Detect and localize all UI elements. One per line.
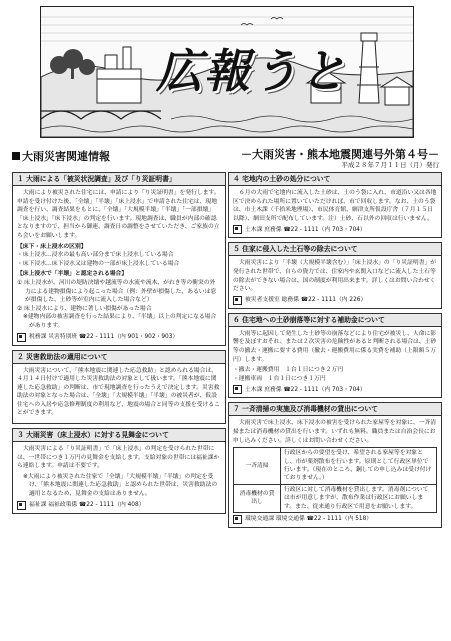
table-row bbox=[234, 448, 437, 485]
contact-icon bbox=[233, 515, 242, 524]
article-5-intro: 大雨災害により「半壊（大規模半壊含む）」「床上浸水」の「り災証明書」が発行された世帯で、自らの資力では、住家内や玄関入口などに流入した土石等の除去ができない場合は、国の制度が利用出来ます。詳しくはお問い合わせください。 bbox=[233, 260, 437, 293]
article-1-title: １ 大雨による「被災状況調査」及び「り災証明書」 bbox=[13, 173, 225, 186]
article-1-subheading: 【床下・床上浸水の区別】 bbox=[17, 243, 87, 250]
article-7-title: ７ 一斉清掃の実施及び消毒機材の貸出について bbox=[229, 403, 441, 416]
article-2-intro: 大雨災害について、「熊本地震に関連した応急救助」と認められる場合は、４月１４日付けで適用した災害救助法の対象として扱います。「熊本地震に関連した応急救助」の判断は、市で現地調査を行ったうえで決定します。災害救助法の対象となった場合は、「全壊」「大規模半壊」「半壊」の被災者が、仮設住宅への入居や応急修理制度の利用など、地震の場合と同等の支援を受けることができます。 bbox=[17, 367, 220, 417]
article-6-title: ６ 住宅地への土砂崩落等に対する補助金について bbox=[229, 314, 441, 327]
contact-icon bbox=[233, 296, 242, 305]
article-5-title: ５ 住家に侵入した土石等の除去について bbox=[229, 243, 441, 256]
article-6 bbox=[228, 313, 442, 399]
section-heading-text: 大雨災害関連情報 bbox=[22, 150, 110, 163]
article-3-note: ※大雨により被災された住家で「全壊」「大規模半壊」「半壊」の判定を受け、「熊本地震に関連した応急救助」と認められた世帯は、災害救助法の適用となるため、見舞金の支給はありません。 bbox=[23, 473, 218, 498]
list-item: ・床上浸水…浸水の最も高い部分まで床上浸水している場合 bbox=[17, 252, 174, 259]
contact-text: 土木課 庶務係 ☎22 - 1111（内 703・704） bbox=[245, 226, 366, 233]
article-4 bbox=[228, 172, 442, 238]
left-column bbox=[12, 172, 226, 518]
right-column bbox=[228, 172, 442, 532]
article-6-contact bbox=[233, 385, 437, 394]
article-3-contact bbox=[17, 501, 221, 510]
contact-icon bbox=[233, 225, 242, 234]
article-7 bbox=[228, 402, 442, 528]
article-3-intro: 大雨災害による「り災証明書」で「床上浸水」の判定を受けられた世帯には、一世帯につき１万円の見舞金を支給します。支給対象の世帯には福祉課から連絡します。申請は不要です。 bbox=[17, 446, 220, 470]
list-item: ・床下浸水…床下浸水又は建物の一部が床上浸水している場合 bbox=[17, 260, 180, 267]
section-heading bbox=[12, 148, 110, 164]
list-item: ① 床上浸水が、河川の堤防決壊や越流等の水流や流木、がれき等の衝突の外力による建物損傷により起こった場合（例：外壁が損傷した、あるいは窓が損傷した、土砂等が室内に流入した場合など） bbox=[17, 279, 217, 304]
table-row bbox=[234, 484, 437, 512]
contact-icon bbox=[17, 333, 26, 342]
article-3 bbox=[12, 428, 226, 514]
contact-text: 土木課 庶務係 ☎22 - 1111（内 703・704） bbox=[245, 386, 366, 393]
list-item: ・撤去・運搬費用 １台１日につき２万円 bbox=[233, 367, 344, 374]
article-2-title: ２ 災害救助法の適用について bbox=[13, 351, 225, 364]
square-bullet-icon bbox=[12, 152, 20, 160]
article-1 bbox=[12, 172, 226, 346]
article-1-note: ※建物内部の被害調査を行った結果により、「半壊」以上の判定になる場合があります。 bbox=[23, 314, 217, 329]
table-cell-label: 消毒機材の貸出し bbox=[234, 484, 281, 512]
service-table bbox=[233, 447, 437, 513]
article-2 bbox=[12, 350, 226, 425]
contact-text: 福祉課 福祉政策係 ☎22 - 1111（内 408） bbox=[29, 501, 145, 508]
article-3-title: ３ 大雨災害（床上浸水）に対する見舞金について bbox=[13, 429, 225, 442]
issue-label: －大雨災害・熊本地震関連号外第４号－ bbox=[241, 148, 439, 161]
contact-text: 税務課 災害特別班 ☎22 - 1111（内 901・902・903） bbox=[29, 333, 179, 340]
table-cell-label: 一斉清掃 bbox=[234, 448, 281, 485]
issue-date: 平成２８年７月１１日（月）発行 bbox=[341, 161, 439, 169]
article-5 bbox=[228, 242, 442, 308]
article-5-contact bbox=[233, 296, 437, 305]
article-6-intro: 大雨等に起因して発生した土砂等の崩落などにより住宅が被災し、人命に影響を及ぼすおそれ、または２次災害の危険性があると判断される場合は、土砂等の撤去・運搬に要する費用（撤去・運搬費用に係る実費を補助（上限額５万円）します。 bbox=[233, 330, 437, 363]
table-cell-value: 行政区からの要望を受け、希望される家屋等を対象とし、市が薬剤散布を行います。原則として行政区単位で行います。（現在のところ、鋼しての申し込みは受け付けておりません。） bbox=[281, 448, 437, 485]
article-1-subheading-2: 【床上浸水で「半壊」と認定される場合】 bbox=[17, 271, 128, 278]
article-4-intro: ６月の大雨で宅地内に流入した土砂は、土のう袋に入れ、市道沿い又は各地区で決められた場所に置いていただければ、市で回収します。なお、土のう袋は、市土木課（千拾米地理場）、市民体育館、網津支所仮設庁舎（７月１５日以降）、網田支所で配布しています。注）土砂、石以外の回収は行いません。 bbox=[233, 190, 437, 222]
contact-icon bbox=[17, 501, 26, 510]
masthead-title: 広報うと bbox=[156, 44, 348, 98]
contact-text: 環境交通課 環境交通係 ☎22 - 1111（内 518） bbox=[245, 516, 373, 523]
article-7-intro: 大雨災害で床上浸水、床下浸水の被害を受けられた家屋等を対象に、一斉清掃または消毒機材の貸出を行います。いずれも無料。職員または自治会長にお申し込みください。詳しくはお問い合わせください。 bbox=[233, 420, 437, 444]
article-7-contact bbox=[233, 515, 437, 524]
masthead bbox=[40, 6, 414, 138]
article-1-intro: 大雨により被災された住宅には、申請により「り災証明書」を発行します。申請を受け付けた後、「全壊」「半壊」「床上浸水」で申請された住宅は、現地調査を行い、調査結果をもとに、「全壊」「大規模半壊」「半壊」「一部損壊」「床上浸水」「床下浸水」の判定を行います。現地調査は、職員が内部の確認となりますので、担当から御連、調査日の調整をさせていただき、ご家族の立ち会いをお願いします。 bbox=[17, 190, 220, 239]
list-item: ・運搬車両 １台１日につき１万円 bbox=[233, 375, 326, 382]
table-cell-value: 行政区に対して消毒機材を貸出します。消毒剤については市が用意しますが、散布作業は行政区にお願いします。また、従来通り行政区で用意をお願いします。 bbox=[281, 484, 437, 512]
article-1-contact bbox=[17, 333, 221, 342]
list-item: ② 床上浸水により、建物に著しい損傷があった場合 bbox=[17, 305, 152, 312]
article-4-contact bbox=[233, 225, 437, 234]
contact-icon bbox=[233, 385, 242, 394]
contact-text: 被災者支援室 総務係 ☎22 - 1111（内 226） bbox=[245, 296, 367, 303]
article-4-title: ４ 宅地内の土砂の処分について bbox=[229, 173, 441, 186]
